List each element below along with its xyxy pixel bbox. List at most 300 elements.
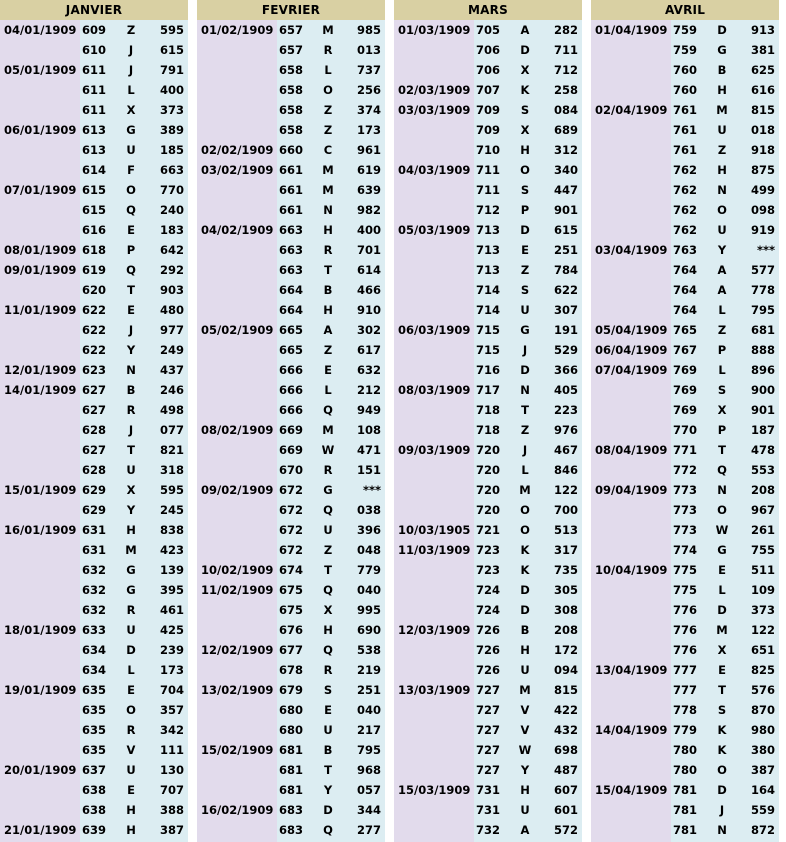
table-row bbox=[197, 360, 385, 380]
date-cell: 11/02/1909 bbox=[201, 583, 274, 597]
code-cell: 619 bbox=[356, 163, 381, 177]
code-cell: 040 bbox=[356, 583, 381, 597]
number-cell: 773 bbox=[673, 523, 698, 537]
number-cell: 675 bbox=[279, 603, 304, 617]
letter-cell: N bbox=[717, 183, 727, 197]
code-cell: 380 bbox=[750, 743, 775, 757]
table-row bbox=[591, 780, 779, 800]
table-row bbox=[394, 600, 582, 620]
code-cell: 615 bbox=[553, 223, 578, 237]
code-cell: 478 bbox=[750, 443, 775, 457]
code-cell: 529 bbox=[553, 343, 578, 357]
code-cell: 308 bbox=[553, 603, 578, 617]
number-cell: 664 bbox=[279, 283, 304, 297]
code-cell: 249 bbox=[159, 343, 184, 357]
table-row bbox=[197, 320, 385, 340]
table-row bbox=[394, 120, 582, 140]
table-row bbox=[0, 160, 188, 180]
letter-cell: Q bbox=[126, 203, 136, 217]
date-cell: 18/01/1909 bbox=[4, 623, 77, 637]
number-cell: 767 bbox=[673, 343, 698, 357]
number-cell: 775 bbox=[673, 583, 698, 597]
date-cell: 04/02/1909 bbox=[201, 223, 274, 237]
table-row bbox=[394, 540, 582, 560]
number-cell: 714 bbox=[476, 303, 501, 317]
code-cell: 821 bbox=[159, 443, 184, 457]
letter-cell: S bbox=[717, 383, 727, 397]
number-cell: 674 bbox=[279, 563, 304, 577]
number-cell: 629 bbox=[82, 503, 107, 517]
code-cell: 251 bbox=[356, 683, 381, 697]
table-row bbox=[0, 140, 188, 160]
table-row bbox=[0, 380, 188, 400]
number-cell: 638 bbox=[82, 783, 107, 797]
code-cell: 342 bbox=[159, 723, 184, 737]
date-cell: 10/03/1905 bbox=[398, 523, 471, 537]
letter-cell: X bbox=[520, 123, 530, 137]
table-row bbox=[197, 740, 385, 760]
table-row bbox=[394, 440, 582, 460]
number-cell: 672 bbox=[279, 523, 304, 537]
letter-cell: M bbox=[322, 163, 334, 177]
table-row bbox=[0, 240, 188, 260]
number-cell: 769 bbox=[673, 363, 698, 377]
code-cell: 572 bbox=[553, 823, 578, 837]
letter-cell: N bbox=[126, 363, 136, 377]
letter-cell: Y bbox=[126, 503, 136, 517]
code-cell: 111 bbox=[159, 743, 184, 757]
number-cell: 614 bbox=[82, 163, 107, 177]
table-row bbox=[0, 180, 188, 200]
letter-cell: A bbox=[717, 263, 727, 277]
date-cell: 07/04/1909 bbox=[595, 363, 668, 377]
table-row bbox=[394, 680, 582, 700]
number-cell: 709 bbox=[476, 123, 501, 137]
table-row bbox=[591, 660, 779, 680]
number-cell: 761 bbox=[673, 103, 698, 117]
letter-cell: O bbox=[717, 763, 727, 777]
date-cell: 09/01/1909 bbox=[4, 263, 77, 277]
code-cell: 815 bbox=[553, 683, 578, 697]
code-cell: 595 bbox=[159, 483, 184, 497]
letter-cell: B bbox=[323, 743, 333, 757]
date-cell: 15/01/1909 bbox=[4, 483, 77, 497]
number-cell: 672 bbox=[279, 543, 304, 557]
table-row bbox=[197, 800, 385, 820]
code-cell: 057 bbox=[356, 783, 381, 797]
letter-cell: X bbox=[323, 603, 333, 617]
code-cell: 258 bbox=[553, 83, 578, 97]
number-cell: 720 bbox=[476, 463, 501, 477]
letter-cell: L bbox=[521, 463, 529, 477]
code-cell: 982 bbox=[356, 203, 381, 217]
table-row bbox=[0, 560, 188, 580]
letter-cell: S bbox=[520, 103, 530, 117]
date-cell: 08/01/1909 bbox=[4, 243, 77, 257]
table-row bbox=[394, 240, 582, 260]
date-cell: 06/03/1909 bbox=[398, 323, 471, 337]
table-row bbox=[394, 620, 582, 640]
letter-cell: D bbox=[520, 43, 530, 57]
number-cell: 666 bbox=[279, 403, 304, 417]
table-row bbox=[197, 720, 385, 740]
code-cell: 791 bbox=[159, 63, 184, 77]
letter-cell: E bbox=[127, 303, 135, 317]
code-cell: 701 bbox=[356, 243, 381, 257]
number-cell: 680 bbox=[279, 723, 304, 737]
code-cell: 795 bbox=[356, 743, 381, 757]
number-cell: 635 bbox=[82, 743, 107, 757]
letter-cell: B bbox=[520, 623, 530, 637]
table-row bbox=[394, 40, 582, 60]
code-cell: 900 bbox=[750, 383, 775, 397]
code-cell: 223 bbox=[553, 403, 578, 417]
code-cell: 317 bbox=[553, 543, 578, 557]
table-row bbox=[394, 160, 582, 180]
table-row bbox=[197, 480, 385, 500]
letter-cell: D bbox=[717, 23, 727, 37]
code-cell: 901 bbox=[750, 403, 775, 417]
letter-cell: K bbox=[520, 563, 530, 577]
date-cell: 03/02/1909 bbox=[201, 163, 274, 177]
table-row bbox=[591, 560, 779, 580]
letter-cell: T bbox=[127, 443, 135, 457]
table-row bbox=[591, 200, 779, 220]
letter-cell: E bbox=[127, 783, 135, 797]
letter-cell: B bbox=[126, 383, 136, 397]
number-cell: 706 bbox=[476, 43, 501, 57]
code-cell: 374 bbox=[356, 103, 381, 117]
date-cell: 12/01/1909 bbox=[4, 363, 77, 377]
table-row bbox=[394, 500, 582, 520]
table-row bbox=[0, 740, 188, 760]
number-cell: 670 bbox=[279, 463, 304, 477]
table-row bbox=[197, 600, 385, 620]
number-cell: 680 bbox=[279, 703, 304, 717]
code-cell: 395 bbox=[159, 583, 184, 597]
table-row bbox=[0, 320, 188, 340]
number-cell: 718 bbox=[476, 403, 501, 417]
number-cell: 663 bbox=[279, 243, 304, 257]
code-cell: 700 bbox=[553, 503, 578, 517]
code-cell: 318 bbox=[159, 463, 184, 477]
number-cell: 661 bbox=[279, 183, 304, 197]
date-cell: 02/03/1909 bbox=[398, 83, 471, 97]
number-cell: 720 bbox=[476, 443, 501, 457]
letter-cell: N bbox=[323, 203, 333, 217]
date-cell: 21/01/1909 bbox=[4, 823, 77, 837]
date-cell: 09/02/1909 bbox=[201, 483, 274, 497]
code-cell: 737 bbox=[356, 63, 381, 77]
letter-cell: U bbox=[126, 143, 136, 157]
table-row bbox=[394, 640, 582, 660]
code-cell: 173 bbox=[356, 123, 381, 137]
letter-cell: F bbox=[127, 163, 135, 177]
code-cell: 109 bbox=[750, 583, 775, 597]
letter-cell: P bbox=[717, 343, 727, 357]
code-cell: 513 bbox=[553, 523, 578, 537]
number-cell: 634 bbox=[82, 663, 107, 677]
letter-cell: M bbox=[322, 183, 334, 197]
number-cell: 712 bbox=[476, 203, 501, 217]
table-row bbox=[591, 280, 779, 300]
table-row bbox=[591, 720, 779, 740]
number-cell: 779 bbox=[673, 723, 698, 737]
code-cell: 302 bbox=[356, 323, 381, 337]
table-row bbox=[0, 820, 188, 840]
code-cell: 467 bbox=[553, 443, 578, 457]
code-cell: 614 bbox=[356, 263, 381, 277]
number-cell: 777 bbox=[673, 663, 698, 677]
code-cell: 292 bbox=[159, 263, 184, 277]
number-cell: 638 bbox=[82, 803, 107, 817]
date-cell: 01/03/1909 bbox=[398, 23, 471, 37]
number-cell: 769 bbox=[673, 403, 698, 417]
table-row bbox=[394, 400, 582, 420]
date-cell: 16/02/1909 bbox=[201, 803, 274, 817]
table-row bbox=[591, 240, 779, 260]
table-row bbox=[394, 800, 582, 820]
code-cell: 387 bbox=[750, 763, 775, 777]
code-cell: 698 bbox=[553, 743, 578, 757]
letter-cell: X bbox=[126, 483, 136, 497]
code-cell: 013 bbox=[356, 43, 381, 57]
table-row bbox=[0, 520, 188, 540]
letter-cell: U bbox=[126, 763, 136, 777]
code-cell: 217 bbox=[356, 723, 381, 737]
code-cell: 607 bbox=[553, 783, 578, 797]
code-cell: 183 bbox=[159, 223, 184, 237]
table-row bbox=[0, 60, 188, 80]
number-cell: 632 bbox=[82, 603, 107, 617]
table-row bbox=[394, 520, 582, 540]
code-cell: 185 bbox=[159, 143, 184, 157]
code-cell: 838 bbox=[159, 523, 184, 537]
code-cell: 139 bbox=[159, 563, 184, 577]
table-row bbox=[394, 560, 582, 580]
date-cell: 01/02/1909 bbox=[201, 23, 274, 37]
table-row bbox=[197, 420, 385, 440]
letter-cell: Q bbox=[126, 263, 136, 277]
table-row bbox=[591, 580, 779, 600]
table-row bbox=[394, 220, 582, 240]
letter-cell: O bbox=[323, 83, 333, 97]
table-row bbox=[591, 140, 779, 160]
month-column-mars bbox=[394, 0, 582, 840]
number-cell: 763 bbox=[673, 243, 698, 257]
letter-cell: Q bbox=[323, 403, 333, 417]
number-cell: 776 bbox=[673, 643, 698, 657]
number-cell: 615 bbox=[82, 183, 107, 197]
table-row bbox=[0, 20, 188, 40]
table-row bbox=[591, 220, 779, 240]
code-cell: 976 bbox=[553, 423, 578, 437]
code-cell: 277 bbox=[356, 823, 381, 837]
month-column-avril bbox=[591, 0, 779, 840]
number-cell: 622 bbox=[82, 303, 107, 317]
table-row bbox=[197, 440, 385, 460]
date-cell: 13/02/1909 bbox=[201, 683, 274, 697]
date-cell: 11/01/1909 bbox=[4, 303, 77, 317]
letter-cell: G bbox=[323, 483, 333, 497]
code-cell: 901 bbox=[553, 203, 578, 217]
date-cell: 03/04/1909 bbox=[595, 243, 668, 257]
table-row bbox=[0, 260, 188, 280]
letter-cell: H bbox=[323, 623, 333, 637]
table-row bbox=[591, 680, 779, 700]
table-row bbox=[197, 560, 385, 580]
table-row bbox=[591, 300, 779, 320]
letter-cell: L bbox=[718, 303, 726, 317]
letter-cell: D bbox=[520, 583, 530, 597]
month-header: FEVRIER bbox=[197, 0, 385, 20]
letter-cell: Q bbox=[323, 503, 333, 517]
table-row bbox=[591, 380, 779, 400]
table-row bbox=[0, 280, 188, 300]
code-cell: 967 bbox=[750, 503, 775, 517]
number-cell: 675 bbox=[279, 583, 304, 597]
number-cell: 713 bbox=[476, 243, 501, 257]
table-row bbox=[197, 40, 385, 60]
number-cell: 672 bbox=[279, 483, 304, 497]
code-cell: 422 bbox=[553, 703, 578, 717]
number-cell: 666 bbox=[279, 363, 304, 377]
code-cell: 779 bbox=[356, 563, 381, 577]
number-cell: 628 bbox=[82, 463, 107, 477]
code-cell: 151 bbox=[356, 463, 381, 477]
date-cell: 05/02/1909 bbox=[201, 323, 274, 337]
code-cell: 172 bbox=[553, 643, 578, 657]
date-cell: 14/04/1909 bbox=[595, 723, 668, 737]
letter-cell: T bbox=[521, 403, 529, 417]
table-row bbox=[0, 640, 188, 660]
letter-cell: G bbox=[126, 123, 136, 137]
code-cell: 471 bbox=[356, 443, 381, 457]
letter-cell: J bbox=[719, 803, 725, 817]
letter-cell: J bbox=[128, 423, 134, 437]
code-cell: 755 bbox=[750, 543, 775, 557]
date-cell: 06/04/1909 bbox=[595, 343, 668, 357]
code-cell: 048 bbox=[356, 543, 381, 557]
code-cell: 400 bbox=[356, 223, 381, 237]
number-cell: 615 bbox=[82, 203, 107, 217]
month-header: MARS bbox=[394, 0, 582, 20]
letter-cell: U bbox=[520, 803, 530, 817]
letter-cell: J bbox=[522, 343, 528, 357]
letter-cell: H bbox=[520, 783, 530, 797]
date-cell: 19/01/1909 bbox=[4, 683, 77, 697]
code-cell: 663 bbox=[159, 163, 184, 177]
number-cell: 657 bbox=[279, 43, 304, 57]
table-row bbox=[197, 100, 385, 120]
table-row bbox=[0, 460, 188, 480]
table-row bbox=[394, 480, 582, 500]
code-cell: 995 bbox=[356, 603, 381, 617]
table-row bbox=[394, 820, 582, 840]
code-cell: 498 bbox=[159, 403, 184, 417]
letter-cell: D bbox=[126, 643, 136, 657]
number-cell: 780 bbox=[673, 743, 698, 757]
table-row bbox=[0, 580, 188, 600]
code-cell: 256 bbox=[356, 83, 381, 97]
code-cell: 040 bbox=[356, 703, 381, 717]
letter-cell: U bbox=[126, 463, 136, 477]
number-cell: 759 bbox=[673, 23, 698, 37]
code-cell: 461 bbox=[159, 603, 184, 617]
date-cell: 11/03/1909 bbox=[398, 543, 471, 557]
date-cell: 09/04/1909 bbox=[595, 483, 668, 497]
letter-cell: H bbox=[126, 523, 136, 537]
code-cell: 261 bbox=[750, 523, 775, 537]
letter-cell: A bbox=[717, 283, 727, 297]
letter-cell: B bbox=[323, 283, 333, 297]
number-cell: 631 bbox=[82, 543, 107, 557]
number-cell: 676 bbox=[279, 623, 304, 637]
table-row bbox=[591, 540, 779, 560]
code-cell: 961 bbox=[356, 143, 381, 157]
letter-cell: H bbox=[323, 223, 333, 237]
number-cell: 720 bbox=[476, 503, 501, 517]
number-cell: 711 bbox=[476, 183, 501, 197]
code-cell: 707 bbox=[159, 783, 184, 797]
code-cell: 559 bbox=[750, 803, 775, 817]
date-cell: 01/04/1909 bbox=[595, 23, 668, 37]
code-cell: 340 bbox=[553, 163, 578, 177]
table-row bbox=[394, 780, 582, 800]
letter-cell: B bbox=[717, 63, 727, 77]
number-cell: 781 bbox=[673, 823, 698, 837]
table-row bbox=[394, 80, 582, 100]
letter-cell: O bbox=[717, 203, 727, 217]
code-cell: 896 bbox=[750, 363, 775, 377]
code-cell: 437 bbox=[159, 363, 184, 377]
code-cell: 784 bbox=[553, 263, 578, 277]
letter-cell: H bbox=[126, 803, 136, 817]
number-cell: 762 bbox=[673, 223, 698, 237]
number-cell: 611 bbox=[82, 103, 107, 117]
number-cell: 681 bbox=[279, 763, 304, 777]
date-cell: 15/04/1909 bbox=[595, 783, 668, 797]
letter-cell: Y bbox=[126, 343, 136, 357]
code-cell: 381 bbox=[750, 43, 775, 57]
number-cell: 681 bbox=[279, 783, 304, 797]
code-cell: 312 bbox=[553, 143, 578, 157]
table-row bbox=[591, 40, 779, 60]
letter-cell: M bbox=[519, 683, 531, 697]
letter-cell: J bbox=[128, 323, 134, 337]
code-cell: 208 bbox=[553, 623, 578, 637]
number-cell: 666 bbox=[279, 383, 304, 397]
code-cell: 778 bbox=[750, 283, 775, 297]
number-cell: 665 bbox=[279, 343, 304, 357]
date-cell: 05/03/1909 bbox=[398, 223, 471, 237]
letter-cell: R bbox=[126, 403, 136, 417]
letter-cell: U bbox=[717, 223, 727, 237]
letter-cell: R bbox=[323, 463, 333, 477]
number-cell: 721 bbox=[476, 523, 501, 537]
number-cell: 727 bbox=[476, 683, 501, 697]
number-cell: 764 bbox=[673, 303, 698, 317]
number-cell: 761 bbox=[673, 123, 698, 137]
letter-cell: G bbox=[126, 563, 136, 577]
letter-cell: K bbox=[520, 83, 530, 97]
code-cell: 389 bbox=[159, 123, 184, 137]
letter-cell: Q bbox=[323, 823, 333, 837]
number-cell: 622 bbox=[82, 323, 107, 337]
letter-cell: D bbox=[520, 223, 530, 237]
letter-cell: X bbox=[717, 403, 727, 417]
code-cell: *** bbox=[362, 483, 381, 497]
